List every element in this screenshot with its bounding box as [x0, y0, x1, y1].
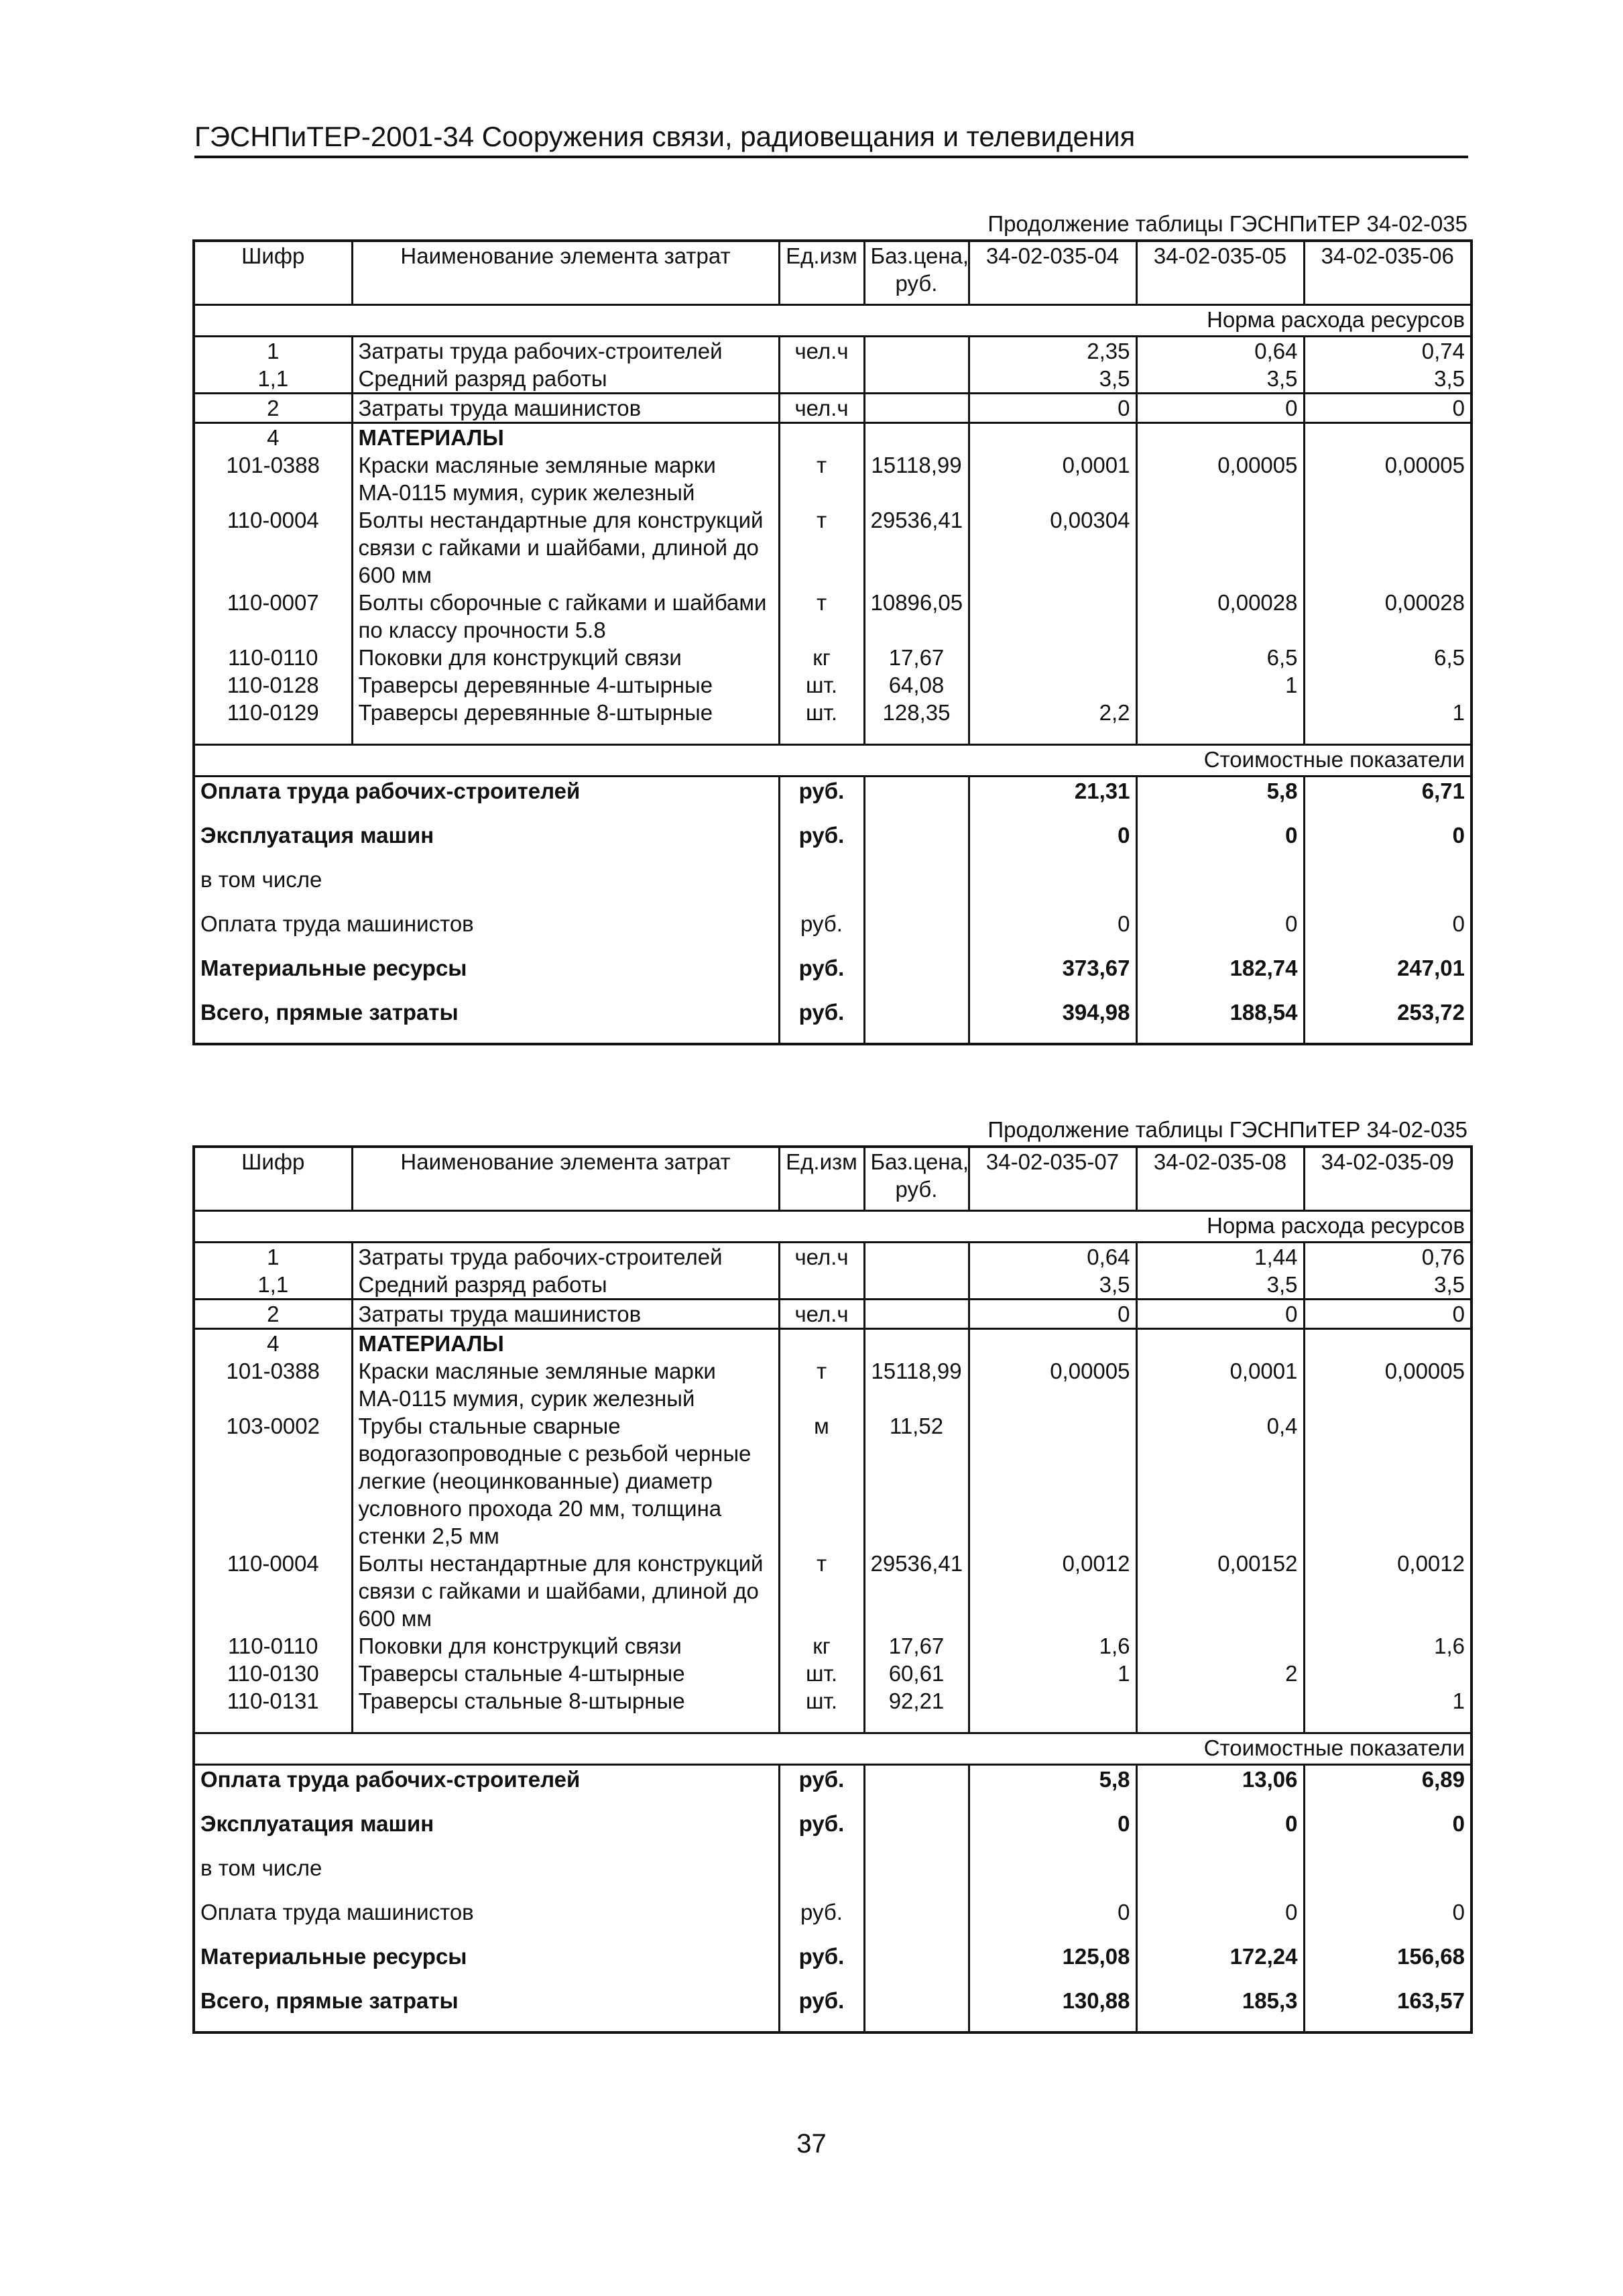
cost-value-2: 182,74 [1136, 954, 1304, 998]
resource-table-1 [192, 239, 1473, 1045]
cost-price-empty [864, 866, 969, 910]
cost-unit: руб. [779, 954, 864, 998]
row-price: 15118,99 [864, 451, 969, 506]
table-row [194, 1550, 1471, 1632]
row-code: 1 [194, 337, 352, 365]
cost-value-3: 0 [1304, 1898, 1471, 1943]
row-name: Краски масляные земляные марки МА-0115 мумия, сурик железный [352, 451, 779, 506]
cost-value-3 [1304, 866, 1471, 910]
row-value-2 [1136, 1329, 1304, 1358]
row-name: Средний разряд работы [352, 1271, 779, 1300]
row-code: 110-0110 [227, 645, 318, 670]
table-continuation-label: Продолжение таблицы ГЭСНПиТЕР 34-02-035 [987, 1117, 1467, 1142]
row-unit: шт. [779, 1687, 864, 1715]
row-price [864, 1243, 969, 1271]
spacer-cell [1136, 726, 1304, 745]
row-name: Поковки для конструкций связи [352, 1632, 779, 1660]
row-value-2: 3,5 [1136, 1271, 1304, 1300]
row-value-2 [1136, 423, 1304, 452]
cost-price-empty [864, 954, 969, 998]
row-value-2: 6,5 [1136, 644, 1304, 671]
table-header-row [194, 1147, 1471, 1211]
row-value-1: 0 [969, 1300, 1136, 1329]
row-value-3: 0,0012 [1304, 1550, 1471, 1632]
cost-value-1: 0 [969, 821, 1136, 866]
row-value-2: 1,44 [1136, 1243, 1304, 1271]
row-value-1: 2,35 [969, 337, 1136, 365]
row-name: Траверсы деревянные 8-штырные [352, 699, 779, 726]
cost-row [194, 866, 1471, 910]
cost-price-empty [864, 777, 969, 822]
row-code: 101-0388 [226, 1359, 320, 1383]
cost-value-2 [1136, 1854, 1304, 1898]
cost-value-3: 0 [1304, 821, 1471, 866]
row-value-3 [1304, 423, 1471, 452]
spacer-cell [1304, 1715, 1471, 1733]
row-code: 110-0129 [227, 700, 319, 725]
row-value-3 [1304, 1660, 1471, 1687]
row-code: 103-0002 [226, 1414, 320, 1438]
row-value-1: 1,6 [969, 1632, 1136, 1660]
header-col-2: 34-02-035-05 [1136, 241, 1304, 305]
row-value-2: 0,00152 [1136, 1550, 1304, 1632]
table-row [194, 644, 1471, 671]
row-unit [779, 1329, 864, 1358]
row-unit: кг [779, 1632, 864, 1660]
table-row [194, 1687, 1471, 1715]
row-unit: кг [779, 644, 864, 671]
row-value-1: 2,2 [969, 699, 1136, 726]
row-unit: шт. [779, 1660, 864, 1687]
row-value-1 [969, 423, 1136, 452]
cost-value-1: 0 [969, 1810, 1136, 1854]
row-value-3: 6,5 [1304, 644, 1471, 671]
row-value-3: 1 [1304, 699, 1471, 726]
row-value-3: 0,00005 [1304, 1357, 1471, 1412]
cost-row [194, 1898, 1471, 1943]
row-value-1 [969, 1329, 1136, 1358]
row-value-2: 3,5 [1136, 365, 1304, 394]
row-value-1 [969, 671, 1136, 699]
cost-unit: руб. [779, 998, 864, 1044]
row-value-1 [969, 1412, 1136, 1550]
table-row [194, 1271, 1471, 1300]
row-value-2 [1136, 1687, 1304, 1715]
cost-unit: руб. [779, 1898, 864, 1943]
row-value-1: 0,00005 [969, 1357, 1136, 1412]
cost-price-empty [864, 1765, 969, 1811]
row-price: 10896,05 [864, 589, 969, 644]
cost-value-3: 163,57 [1304, 1987, 1471, 2032]
table-row [194, 699, 1471, 726]
cost-price-empty [864, 1854, 969, 1898]
cost-value-2: 0 [1136, 1898, 1304, 1943]
table-row [194, 589, 1471, 644]
row-price [864, 1300, 969, 1329]
cost-unit: руб. [779, 910, 864, 954]
row-value-1: 3,5 [969, 365, 1136, 394]
row-value-2: 0,4 [1136, 1412, 1304, 1550]
row-value-2: 1 [1136, 671, 1304, 699]
cost-name: Оплата труда машинистов [200, 911, 474, 936]
row-value-1: 0,00304 [969, 506, 1136, 589]
row-value-2: 0,00028 [1136, 589, 1304, 644]
row-unit: чел.ч [779, 1300, 864, 1329]
header-col-3: 34-02-035-06 [1304, 241, 1471, 305]
row-price: 60,61 [864, 1660, 969, 1687]
cost-value-1 [969, 1854, 1136, 1898]
cost-label-row [194, 1733, 1471, 1765]
table-row [194, 1660, 1471, 1687]
cost-unit: руб. [779, 1943, 864, 1987]
row-value-1 [969, 644, 1136, 671]
cost-name: в том числе [200, 867, 322, 892]
spacer-row [194, 726, 1471, 745]
row-price: 29536,41 [864, 1550, 969, 1632]
cost-value-3: 253,72 [1304, 998, 1471, 1044]
cost-row [194, 1810, 1471, 1854]
table-row [194, 451, 1471, 506]
row-price: 11,52 [864, 1412, 969, 1550]
row-value-3: 3,5 [1304, 365, 1471, 394]
row-value-2: 0,64 [1136, 337, 1304, 365]
cost-name: Материальные ресурсы [200, 1944, 467, 1969]
cost-price-empty [864, 821, 969, 866]
resource-table-2 [192, 1145, 1473, 2034]
cost-value-1 [969, 866, 1136, 910]
row-unit: м [779, 1412, 864, 1550]
cost-value-1: 5,8 [969, 1765, 1136, 1811]
spacer-cell [779, 1715, 864, 1733]
header-col-2: 34-02-035-08 [1136, 1147, 1304, 1211]
table-continuation-label: Продолжение таблицы ГЭСНПиТЕР 34-02-035 [987, 211, 1467, 236]
cost-row [194, 998, 1471, 1044]
row-unit: т [779, 1550, 864, 1632]
spacer-cell [864, 1715, 969, 1733]
row-value-3 [1304, 671, 1471, 699]
row-unit [779, 365, 864, 394]
row-value-1: 3,5 [969, 1271, 1136, 1300]
cost-value-1: 373,67 [969, 954, 1136, 998]
row-value-2: 0 [1136, 1300, 1304, 1329]
row-name: Средний разряд работы [352, 365, 779, 394]
cost-name: Эксплуатация машин [200, 823, 434, 848]
row-price: 29536,41 [864, 506, 969, 589]
row-code: 110-0128 [227, 673, 319, 697]
cost-row [194, 910, 1471, 954]
row-code: 110-0004 [227, 1551, 319, 1576]
page-header: ГЭСНПиТЕР-2001-34 Сооружения связи, радиовещания и телевидения [194, 121, 1468, 158]
row-unit: т [779, 506, 864, 589]
cost-value-2: 0 [1136, 821, 1304, 866]
row-code: 110-0007 [227, 590, 319, 615]
row-unit: чел.ч [779, 337, 864, 365]
row-unit: шт. [779, 671, 864, 699]
cost-unit [779, 1854, 864, 1898]
cost-name: Эксплуатация машин [200, 1811, 434, 1836]
row-name: МАТЕРИАЛЫ [352, 423, 779, 452]
row-value-1: 0 [969, 394, 1136, 423]
row-unit: т [779, 1357, 864, 1412]
row-unit: чел.ч [779, 1243, 864, 1271]
table-row [194, 1357, 1471, 1412]
cost-price-empty [864, 910, 969, 954]
header-col-3: 34-02-035-09 [1304, 1147, 1471, 1211]
spacer-cell [194, 1715, 352, 1733]
cost-value-3: 0 [1304, 910, 1471, 954]
row-name: Затраты труда машинистов [352, 1300, 779, 1329]
row-price [864, 365, 969, 394]
table-row [194, 1329, 1471, 1358]
norm-label: Норма расхода ресурсов [194, 1211, 1471, 1243]
row-price [864, 337, 969, 365]
cost-value-2: 13,06 [1136, 1765, 1304, 1811]
row-name: Краски масляные земляные марки МА-0115 мумия, сурик железный [352, 1357, 779, 1412]
cost-value-2: 188,54 [1136, 998, 1304, 1044]
table-row [194, 1243, 1471, 1271]
table-row [194, 1412, 1471, 1550]
cost-value-2: 0 [1136, 910, 1304, 954]
row-value-1 [969, 1687, 1136, 1715]
row-name: Затраты труда рабочих-строителей [352, 337, 779, 365]
table-row [194, 337, 1471, 365]
spacer-cell [194, 726, 352, 745]
table-row [194, 365, 1471, 394]
cost-value-3: 247,01 [1304, 954, 1471, 998]
row-code: 110-0110 [227, 1633, 318, 1658]
row-value-3: 3,5 [1304, 1271, 1471, 1300]
cost-value-2: 0 [1136, 1810, 1304, 1854]
row-value-3: 0 [1304, 394, 1471, 423]
row-code: 2 [194, 394, 352, 423]
cost-value-3: 0 [1304, 1810, 1471, 1854]
row-code: 1,1 [257, 366, 289, 391]
row-value-3 [1304, 1412, 1471, 1550]
table-header-row [194, 241, 1471, 305]
row-price: 128,35 [864, 699, 969, 726]
header-unit: Ед.изм [779, 1147, 864, 1211]
cost-price-empty [864, 1898, 969, 1943]
cost-unit [779, 866, 864, 910]
cost-value-2: 5,8 [1136, 777, 1304, 822]
row-unit: т [779, 451, 864, 506]
row-value-3: 0,00005 [1304, 451, 1471, 506]
page-number: 37 [796, 2129, 827, 2159]
cost-name: в том числе [200, 1855, 322, 1880]
table-row [194, 1632, 1471, 1660]
cost-unit: руб. [779, 1987, 864, 2032]
cost-row [194, 1765, 1471, 1811]
cost-price-empty [864, 998, 969, 1044]
row-value-2 [1136, 699, 1304, 726]
row-price [864, 1271, 969, 1300]
cost-value-1: 130,88 [969, 1987, 1136, 2032]
cost-row [194, 777, 1471, 822]
cost-unit: руб. [779, 1810, 864, 1854]
cost-name: Оплата труда рабочих-строителей [200, 1767, 581, 1792]
header-col-1: 34-02-035-07 [969, 1147, 1136, 1211]
cost-name: Всего, прямые затраты [200, 1988, 459, 2013]
cost-price-empty [864, 1810, 969, 1854]
row-value-2 [1136, 506, 1304, 589]
row-unit: т [779, 589, 864, 644]
row-name: Трубы стальные сварные водогазопроводные с резьбой черные легкие (неоцинкованные) диаметр условного прохода 20 мм, толщина стенки 2,5 мм [352, 1412, 779, 1550]
norm-label-row [194, 305, 1471, 337]
spacer-cell [969, 1715, 1136, 1733]
row-value-1 [969, 589, 1136, 644]
row-unit: чел.ч [779, 394, 864, 423]
row-name: МАТЕРИАЛЫ [352, 1329, 779, 1358]
row-value-2: 0,00005 [1136, 451, 1304, 506]
row-value-2: 0,0001 [1136, 1357, 1304, 1412]
row-value-3: 0,76 [1304, 1243, 1471, 1271]
row-value-2: 0 [1136, 394, 1304, 423]
row-code: 1,1 [257, 1272, 289, 1297]
row-price: 92,21 [864, 1687, 969, 1715]
header-code: Шифр [241, 1149, 305, 1174]
row-code: 1 [194, 1243, 352, 1271]
row-value-3: 1 [1304, 1687, 1471, 1715]
spacer-cell [352, 726, 779, 745]
row-unit [779, 423, 864, 452]
spacer-cell [969, 726, 1136, 745]
cost-price-empty [864, 1943, 969, 1987]
row-code: 4 [194, 423, 352, 452]
cost-value-3: 6,71 [1304, 777, 1471, 822]
row-code: 101-0388 [226, 453, 320, 477]
row-name: Болты нестандартные для конструкций связи с гайками и шайбами, длиной до 600 мм [352, 506, 779, 589]
cost-value-1: 394,98 [969, 998, 1136, 1044]
cost-row [194, 954, 1471, 998]
row-value-1: 0,0001 [969, 451, 1136, 506]
cost-label: Стоимостные показатели [194, 1733, 1471, 1765]
cost-name: Оплата труда рабочих-строителей [200, 779, 581, 803]
row-code: 110-0130 [227, 1661, 319, 1686]
header-price: Баз.цена, руб. [864, 241, 969, 305]
row-value-3 [1304, 1329, 1471, 1358]
cost-value-3: 6,89 [1304, 1765, 1471, 1811]
spacer-cell [864, 726, 969, 745]
row-value-2 [1136, 1632, 1304, 1660]
row-name: Траверсы стальные 4-штырные [352, 1660, 779, 1687]
cost-name: Материальные ресурсы [200, 956, 467, 980]
row-value-1: 0,64 [969, 1243, 1136, 1271]
cost-name: Всего, прямые затраты [200, 1000, 459, 1025]
spacer-row [194, 1715, 1471, 1733]
row-code: 4 [194, 1329, 352, 1358]
row-name: Поковки для конструкций связи [352, 644, 779, 671]
row-code: 2 [194, 1300, 352, 1329]
row-unit [779, 1271, 864, 1300]
row-unit: шт. [779, 699, 864, 726]
table-row [194, 506, 1471, 589]
row-name: Болты сборочные с гайками и шайбами по классу прочности 5.8 [352, 589, 779, 644]
cost-row [194, 821, 1471, 866]
cost-row [194, 1854, 1471, 1898]
table-row [194, 423, 1471, 452]
row-value-3: 0,74 [1304, 337, 1471, 365]
norm-label: Норма расхода ресурсов [194, 305, 1471, 337]
row-value-3: 0 [1304, 1300, 1471, 1329]
header-code: Шифр [241, 243, 305, 268]
table-row [194, 671, 1471, 699]
row-value-1: 0,0012 [969, 1550, 1136, 1632]
row-price: 64,08 [864, 671, 969, 699]
row-name: Затраты труда машинистов [352, 394, 779, 423]
cost-unit: руб. [779, 821, 864, 866]
cost-row [194, 1987, 1471, 2032]
row-value-1: 1 [969, 1660, 1136, 1687]
table-row [194, 394, 1471, 423]
row-code: 110-0131 [227, 1688, 319, 1713]
cost-name: Оплата труда машинистов [200, 1900, 474, 1925]
row-value-2: 2 [1136, 1660, 1304, 1687]
cost-label-row [194, 745, 1471, 777]
spacer-cell [779, 726, 864, 745]
row-name: Болты нестандартные для конструкций связи с гайками и шайбами, длиной до 600 мм [352, 1550, 779, 1632]
row-price: 17,67 [864, 644, 969, 671]
cost-unit: руб. [779, 1765, 864, 1811]
row-price [864, 423, 969, 452]
cost-value-3 [1304, 1854, 1471, 1898]
row-name: Траверсы деревянные 4-штырные [352, 671, 779, 699]
cost-value-1: 0 [969, 910, 1136, 954]
row-price: 17,67 [864, 1632, 969, 1660]
row-price [864, 1329, 969, 1358]
row-value-3: 1,6 [1304, 1632, 1471, 1660]
spacer-cell [352, 1715, 779, 1733]
spacer-cell [1136, 1715, 1304, 1733]
cost-value-1: 125,08 [969, 1943, 1136, 1987]
row-value-3: 0,00028 [1304, 589, 1471, 644]
cost-value-1: 0 [969, 1898, 1136, 1943]
cost-value-2 [1136, 866, 1304, 910]
header-name: Наименование элемента затрат [352, 241, 779, 305]
cost-value-2: 185,3 [1136, 1987, 1304, 2032]
header-col-1: 34-02-035-04 [969, 241, 1136, 305]
row-price [864, 394, 969, 423]
row-name: Затраты труда рабочих-строителей [352, 1243, 779, 1271]
cost-label: Стоимостные показатели [194, 745, 1471, 777]
row-value-3 [1304, 506, 1471, 589]
row-code: 110-0004 [227, 508, 319, 532]
header-name: Наименование элемента затрат [352, 1147, 779, 1211]
cost-row [194, 1943, 1471, 1987]
spacer-cell [1304, 726, 1471, 745]
cost-value-2: 172,24 [1136, 1943, 1304, 1987]
cost-value-3: 156,68 [1304, 1943, 1471, 1987]
table-row [194, 1300, 1471, 1329]
cost-price-empty [864, 1987, 969, 2032]
row-name: Траверсы стальные 8-штырные [352, 1687, 779, 1715]
cost-value-1: 21,31 [969, 777, 1136, 822]
header-price: Баз.цена, руб. [864, 1147, 969, 1211]
norm-label-row [194, 1211, 1471, 1243]
cost-unit: руб. [779, 777, 864, 822]
row-price: 15118,99 [864, 1357, 969, 1412]
header-unit: Ед.изм [779, 241, 864, 305]
